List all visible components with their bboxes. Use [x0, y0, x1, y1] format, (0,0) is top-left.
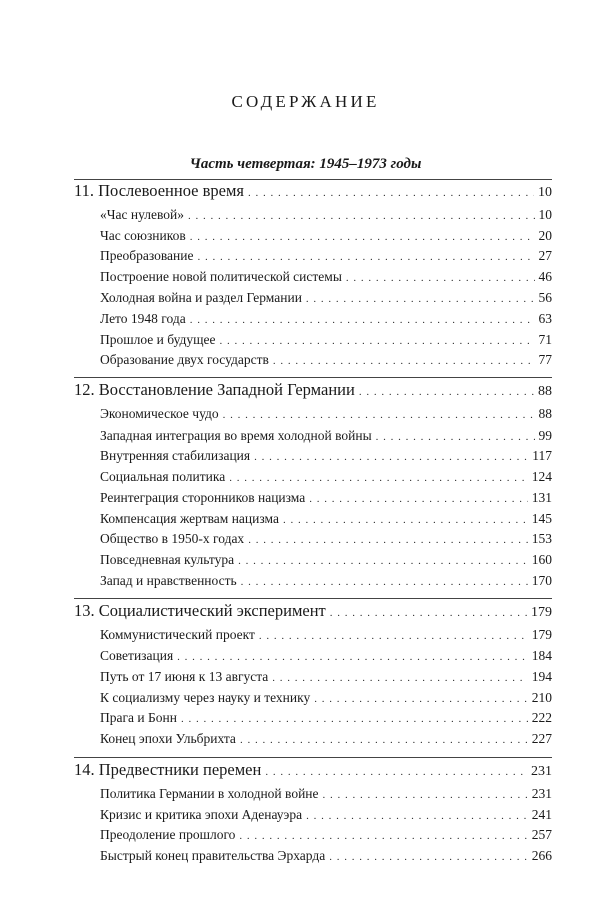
chapter-number: 12.: [74, 380, 95, 399]
toc-entry[interactable]: [100, 489, 552, 508]
toc-entry[interactable]: [100, 551, 552, 570]
entry-title: Запад и нравственность: [100, 573, 237, 588]
leader-dots: [177, 648, 528, 666]
chapter-divider: [74, 598, 552, 599]
toc-entry[interactable]: [100, 530, 552, 549]
entry-title: Путь от 17 июня к 13 августа: [100, 669, 269, 684]
leader-dots: [259, 627, 528, 645]
entry-title: Построение новой политической системы: [100, 269, 342, 284]
toc-entry[interactable]: [100, 689, 552, 708]
entry-title: К социализму через науку и технику: [100, 690, 311, 705]
leader-dots: [248, 531, 528, 549]
chapter-page: 10: [538, 185, 552, 200]
chapter-divider: [74, 179, 552, 180]
leader-dots: [241, 573, 528, 591]
chapter-page: 231: [531, 764, 552, 779]
entry-title: Социальная политика: [100, 469, 226, 484]
toc-entry[interactable]: [100, 647, 552, 666]
entry-title: Компенсация жертвам нацизма: [100, 511, 279, 526]
entry-title: Преодоление прошлого: [100, 827, 236, 842]
toc-entry[interactable]: [100, 626, 552, 645]
entry-title: Преобразование: [100, 248, 194, 263]
entry-page: 46: [538, 269, 552, 284]
entry-page: 56: [538, 290, 552, 305]
entry-page: 231: [531, 786, 552, 801]
toc-entry[interactable]: [100, 405, 552, 424]
leader-dots: [188, 207, 535, 225]
leader-dots: [330, 603, 527, 623]
toc-entry[interactable]: [100, 351, 552, 370]
chapter-divider: [74, 377, 552, 378]
entry-page: 145: [531, 511, 552, 526]
entry-title: Час союзников: [100, 228, 186, 243]
entry-page: 184: [531, 648, 552, 663]
leader-dots: [181, 710, 528, 728]
chapter-page: 88: [538, 384, 552, 399]
leader-dots: [306, 807, 528, 825]
toc-entry[interactable]: [100, 206, 552, 225]
toc-entry[interactable]: [100, 709, 552, 728]
toc-entry[interactable]: [100, 447, 552, 466]
entry-page: 241: [531, 807, 552, 822]
entry-title: Реинтеграция сторонников нацизма: [100, 490, 306, 505]
entry-page: 10: [538, 207, 552, 222]
chapter-page: 179: [531, 605, 552, 620]
toc-entry[interactable]: [100, 785, 552, 804]
leader-dots: [359, 382, 534, 402]
toc-entry[interactable]: [100, 847, 552, 866]
leader-dots: [190, 311, 535, 329]
entry-page: 77: [538, 352, 552, 367]
entry-title: Западная интеграция во время холодной войны: [100, 428, 372, 443]
chapter-divider: [74, 757, 552, 758]
entry-title: Политика Германии в холодной войне: [100, 786, 319, 801]
chapter-number: 14.: [74, 760, 95, 779]
chapter-title: Восстановление Западной Германии: [98, 380, 355, 399]
chapter-number: 13.: [74, 601, 95, 620]
leader-dots: [240, 731, 528, 749]
entry-page: 194: [531, 669, 552, 684]
chapter-heading[interactable]: [74, 181, 552, 203]
entry-page: 124: [531, 469, 552, 484]
entry-page: 222: [531, 710, 552, 725]
leader-dots: [229, 469, 528, 487]
entry-page: 210: [531, 690, 552, 705]
entry-page: 153: [531, 531, 552, 546]
leader-dots: [346, 269, 535, 287]
leader-dots: [323, 786, 528, 804]
entry-title: Общество в 1950-х годах: [100, 531, 245, 546]
entry-title: Холодная война и раздел Германии: [100, 290, 302, 305]
entry-page: 266: [531, 848, 552, 863]
toc-entry[interactable]: [100, 572, 552, 591]
leader-dots: [265, 762, 527, 782]
chapter-title: Послевоенное время: [98, 181, 245, 200]
leader-dots: [198, 248, 535, 266]
leader-dots: [239, 827, 527, 845]
leader-dots: [283, 511, 528, 529]
toc-entry[interactable]: [100, 510, 552, 529]
leader-dots: [238, 552, 528, 570]
entry-page: 227: [531, 731, 552, 746]
leader-dots: [329, 848, 528, 866]
chapter-heading[interactable]: [74, 601, 552, 623]
leader-dots: [190, 228, 535, 246]
entry-title: «Час нулевой»: [100, 207, 184, 222]
leader-dots: [273, 352, 535, 370]
chapter-title: Социалистический эксперимент: [98, 601, 326, 620]
toc-entry[interactable]: [100, 427, 552, 446]
entry-title: Кризис и критика эпохи Аденауэра: [100, 807, 303, 822]
toc-entry[interactable]: [100, 247, 552, 266]
toc-entry[interactable]: [100, 806, 552, 825]
entry-title: Лето 1948 года: [100, 311, 186, 326]
toc-entry[interactable]: [100, 227, 552, 246]
leader-dots: [248, 183, 534, 203]
toc-entry[interactable]: [100, 331, 552, 350]
part-title: Часть четвертая: 1945–1973 годы: [189, 156, 422, 172]
entry-page: 20: [538, 228, 552, 243]
leader-dots: [306, 290, 535, 308]
entry-page: 63: [538, 311, 552, 326]
entry-title: Внутренняя стабилизация: [100, 448, 251, 463]
chapter-number: 11.: [74, 181, 95, 200]
entry-page: 99: [538, 428, 552, 443]
chapter-title: Предвестники перемен: [98, 760, 262, 779]
entry-page: 27: [538, 248, 552, 263]
toc-entry[interactable]: [100, 826, 552, 845]
entry-title: Прага и Бонн: [100, 710, 177, 725]
entry-page: 71: [538, 332, 552, 347]
entry-title: Советизация: [100, 648, 174, 663]
toc-entry[interactable]: [100, 730, 552, 749]
entry-title: Экономическое чудо: [100, 406, 219, 421]
entry-page: 179: [531, 627, 552, 642]
chapter-heading[interactable]: [74, 380, 552, 402]
entry-page: 88: [538, 406, 552, 421]
toc-entry[interactable]: [100, 268, 552, 287]
entry-title: Прошлое и будущее: [100, 332, 216, 347]
leader-dots: [254, 448, 528, 466]
entry-page: 160: [531, 552, 552, 567]
entry-title: Быстрый конец правительства Эрхарда: [100, 848, 326, 863]
entry-page: 131: [531, 490, 552, 505]
leader-dots: [314, 690, 527, 708]
toc-entry[interactable]: [100, 468, 552, 487]
entry-title: Повседневная культура: [100, 552, 235, 567]
toc-entry[interactable]: [100, 668, 552, 687]
leader-dots: [220, 332, 535, 350]
leader-dots: [376, 428, 535, 446]
entry-page: 117: [532, 448, 552, 463]
entry-page: 170: [531, 573, 552, 588]
page-title: СОДЕРЖАНИЕ: [231, 92, 380, 111]
entry-page: 257: [531, 827, 552, 842]
leader-dots: [309, 490, 528, 508]
chapter-heading[interactable]: [74, 760, 552, 782]
leader-dots: [223, 406, 535, 424]
leader-dots: [272, 669, 527, 687]
toc-entry[interactable]: [100, 289, 552, 308]
entry-title: Образование двух государств: [100, 352, 269, 367]
entry-title: Коммунистический проект: [100, 627, 255, 642]
entry-title: Конец эпохи Ульбрихта: [100, 731, 236, 746]
toc-entry[interactable]: [100, 310, 552, 329]
